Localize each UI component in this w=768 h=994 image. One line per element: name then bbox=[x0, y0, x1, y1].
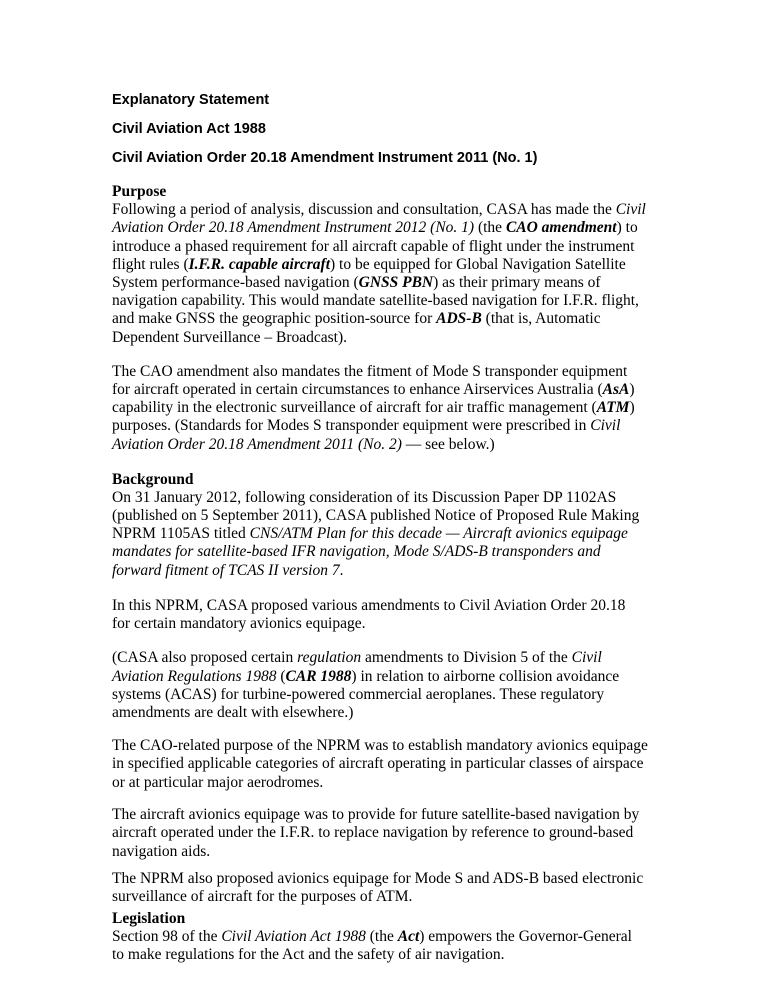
text-line: surveillance of aircraft for the purposes of ATM. bbox=[112, 887, 413, 905]
text-line: amendments are dealt with elsewhere.) bbox=[112, 703, 354, 721]
text-line: for certain mandatory avionics equipage. bbox=[112, 615, 366, 633]
text-line: in specified applicable categories of aircraft operating in particular classes of airspace bbox=[112, 755, 644, 773]
background-paragraph-1 bbox=[112, 489, 672, 580]
text-line: to make regulations for the Act and the safety of air navigation. bbox=[112, 945, 505, 963]
background-paragraph-5 bbox=[112, 806, 672, 861]
text-line: forward fitment of TCAS II version 7. bbox=[112, 561, 344, 579]
text-line: The CAO amendment also mandates the fitment of Mode S transponder equipment bbox=[112, 362, 628, 380]
text-line: Section 98 of the Civil Aviation Act 1988 (the Act) empowers the Governor-General bbox=[112, 927, 632, 945]
instrument-title: Civil Aviation Order 20.18 Amendment Instrument 2011 (No. 1) bbox=[112, 149, 538, 166]
text-line: The aircraft avionics equipage was to provide for future satellite-based navigation by bbox=[112, 806, 640, 824]
text-line: flight rules (I.F.R. capable aircraft) to be equipped for Global Navigation Satellite bbox=[112, 255, 626, 273]
text-line: System performance-based navigation (GNSS PBN) as their primary means of bbox=[112, 273, 601, 291]
document-title: Explanatory Statement bbox=[112, 92, 270, 108]
text-line: purposes. (Standards for Modes S transponder equipment were prescribed in Civil bbox=[112, 417, 621, 435]
text-line: Following a period of analysis, discussion and consultation, CASA has made the Civil bbox=[112, 201, 646, 219]
background-paragraph-3 bbox=[112, 649, 672, 722]
text-line: Aviation Order 20.18 Amendment Instrument 2012 (No. 1) (the CAO amendment) to bbox=[112, 219, 638, 237]
purpose-heading: Purpose bbox=[112, 183, 167, 201]
text-line: aircraft operated under the I.F.R. to replace navigation by reference to ground-based bbox=[112, 824, 634, 842]
act-title: Civil Aviation Act 1988 bbox=[112, 120, 266, 137]
text-line: or at particular major aerodromes. bbox=[112, 773, 324, 791]
text-line: introduce a phased requirement for all aircraft capable of flight under the instrument bbox=[112, 237, 635, 255]
text-line: The CAO-related purpose of the NPRM was to establish mandatory avionics equipage bbox=[112, 737, 648, 755]
text-line: The NPRM also proposed avionics equipage for Mode S and ADS-B based electronic bbox=[112, 869, 644, 887]
text-line: On 31 January 2012, following consideration of its Discussion Paper DP 1102AS bbox=[112, 488, 617, 506]
text-line: NPRM 1105AS titled CNS/ATM Plan for this decade — Aircraft avionics equipage bbox=[112, 525, 628, 543]
text-line: mandates for satellite-based IFR navigation, Mode S/ADS-B transponders and bbox=[112, 543, 601, 561]
text-line: In this NPRM, CASA proposed various amendments to Civil Aviation Order 20.18 bbox=[112, 597, 626, 615]
purpose-paragraph-2 bbox=[112, 363, 672, 454]
text-line: (published on 5 September 2011), CASA published Notice of Proposed Rule Making bbox=[112, 506, 640, 524]
background-paragraph-6 bbox=[112, 870, 672, 906]
text-line: Dependent Surveillance – Broadcast). bbox=[112, 328, 347, 346]
legislation-paragraph-1 bbox=[112, 928, 672, 964]
text-line: navigation capability. This would mandate satellite-based navigation for I.F.R. flight, bbox=[112, 292, 639, 310]
background-paragraph-4 bbox=[112, 737, 672, 792]
text-line: Aviation Order 20.18 Amendment 2011 (No. 2) — see below.) bbox=[112, 435, 495, 453]
background-heading: Background bbox=[112, 471, 194, 488]
text-line: (CASA also proposed certain regulation amendments to Division 5 of the Civil bbox=[112, 649, 602, 667]
text-line: systems (ACAS) for turbine-powered commercial aeroplanes. These regulatory bbox=[112, 685, 605, 703]
purpose-paragraph-1 bbox=[112, 201, 672, 347]
text-line: navigation aids. bbox=[112, 842, 211, 860]
legislation-heading: Legislation bbox=[112, 909, 186, 927]
text-line: Aviation Regulations 1988 (CAR 1988) in relation to airborne collision avoidance bbox=[112, 667, 620, 685]
text-line: and make GNSS the geographic position-source for ADS-B (that is, Automatic bbox=[112, 310, 601, 328]
text-line: for aircraft operated in certain circumstances to enhance Airservices Australia (AsA) bbox=[112, 380, 635, 398]
background-paragraph-2 bbox=[112, 597, 672, 633]
text-line: capability in the electronic surveillance of aircraft for air traffic management (ATM) bbox=[112, 399, 635, 417]
